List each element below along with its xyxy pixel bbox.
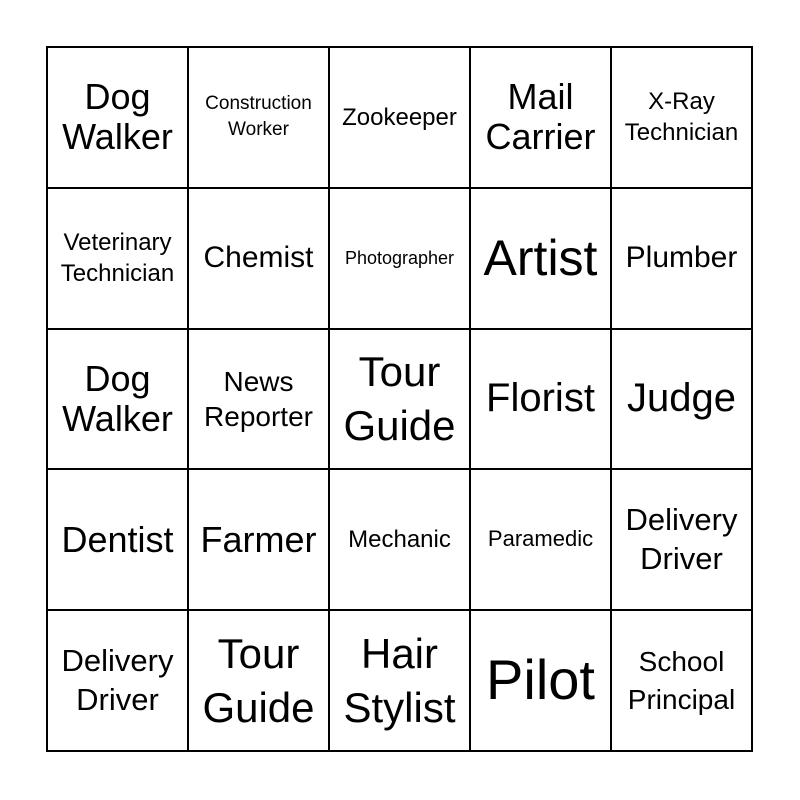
cell-line: Judge bbox=[627, 376, 736, 421]
bingo-cell[interactable] bbox=[188, 469, 329, 610]
cell-line: Walker bbox=[62, 397, 173, 439]
bingo-cell[interactable] bbox=[329, 47, 470, 188]
bingo-cell[interactable] bbox=[47, 188, 188, 329]
bingo-cell[interactable] bbox=[47, 610, 188, 751]
cell-line: School bbox=[638, 645, 725, 677]
cell-line: Paramedic bbox=[487, 526, 594, 552]
cell-line: Delivery bbox=[625, 502, 738, 538]
cell-line: Dentist bbox=[61, 518, 174, 560]
bingo-cell[interactable] bbox=[470, 469, 611, 610]
bingo-cell[interactable] bbox=[611, 188, 752, 329]
bingo-board bbox=[46, 46, 753, 752]
bingo-cell[interactable] bbox=[611, 469, 752, 610]
cell-line: Tour bbox=[358, 348, 441, 396]
cell-line: Hair bbox=[360, 629, 438, 677]
cell-line: Construction bbox=[205, 92, 312, 114]
bingo-cell[interactable] bbox=[329, 329, 470, 470]
bingo-cell[interactable] bbox=[470, 188, 611, 329]
cell-line: Artist bbox=[483, 230, 598, 287]
cell-line: Carrier bbox=[485, 116, 596, 158]
bingo-cell[interactable] bbox=[329, 610, 470, 751]
cell-line: Chemist bbox=[203, 241, 314, 275]
cell-line: Photographer bbox=[344, 248, 455, 269]
bingo-cell[interactable] bbox=[611, 610, 752, 751]
cell-line: Guide bbox=[343, 401, 456, 449]
cell-line: Worker bbox=[228, 119, 289, 141]
bingo-cell[interactable] bbox=[329, 188, 470, 329]
cell-line: Reporter bbox=[204, 400, 313, 432]
bingo-cell[interactable] bbox=[470, 329, 611, 470]
cell-line: Delivery bbox=[61, 642, 174, 678]
cell-line: Guide bbox=[202, 683, 315, 731]
cell-line: Pilot bbox=[486, 648, 595, 712]
cell-line: Driver bbox=[640, 540, 723, 576]
cell-line: Principal bbox=[627, 683, 736, 715]
cell-line: Mail bbox=[507, 76, 574, 118]
bingo-cell[interactable] bbox=[47, 329, 188, 470]
bingo-cell[interactable] bbox=[329, 469, 470, 610]
cell-line: Driver bbox=[76, 681, 159, 717]
bingo-cell[interactable] bbox=[47, 469, 188, 610]
cell-line: Zookeeper bbox=[342, 103, 457, 131]
bingo-cell[interactable] bbox=[470, 47, 611, 188]
bingo-cell[interactable] bbox=[188, 329, 329, 470]
cell-line: Stylist bbox=[343, 683, 456, 731]
bingo-cell[interactable] bbox=[188, 610, 329, 751]
cell-line: X-Ray bbox=[648, 88, 715, 116]
bingo-cell[interactable] bbox=[611, 47, 752, 188]
bingo-cell[interactable] bbox=[47, 47, 188, 188]
cell-line: Dog bbox=[84, 357, 151, 399]
bingo-cell[interactable] bbox=[611, 329, 752, 470]
bingo-cell[interactable] bbox=[188, 47, 329, 188]
cell-line: Plumber bbox=[625, 241, 738, 275]
cell-line: Veterinary bbox=[63, 229, 172, 256]
cell-line: Technician bbox=[60, 260, 175, 288]
cell-line: Walker bbox=[62, 116, 173, 158]
cell-line: Mechanic bbox=[348, 526, 451, 554]
bingo-cell[interactable] bbox=[470, 610, 611, 751]
cell-line: Tour bbox=[217, 629, 300, 677]
cell-line: Farmer bbox=[200, 518, 317, 560]
cell-line: News bbox=[223, 365, 294, 397]
cell-line: Dog bbox=[84, 76, 151, 118]
cell-line: Technician bbox=[624, 119, 739, 147]
cell-line: Florist bbox=[486, 376, 595, 421]
bingo-cell[interactable] bbox=[188, 188, 329, 329]
